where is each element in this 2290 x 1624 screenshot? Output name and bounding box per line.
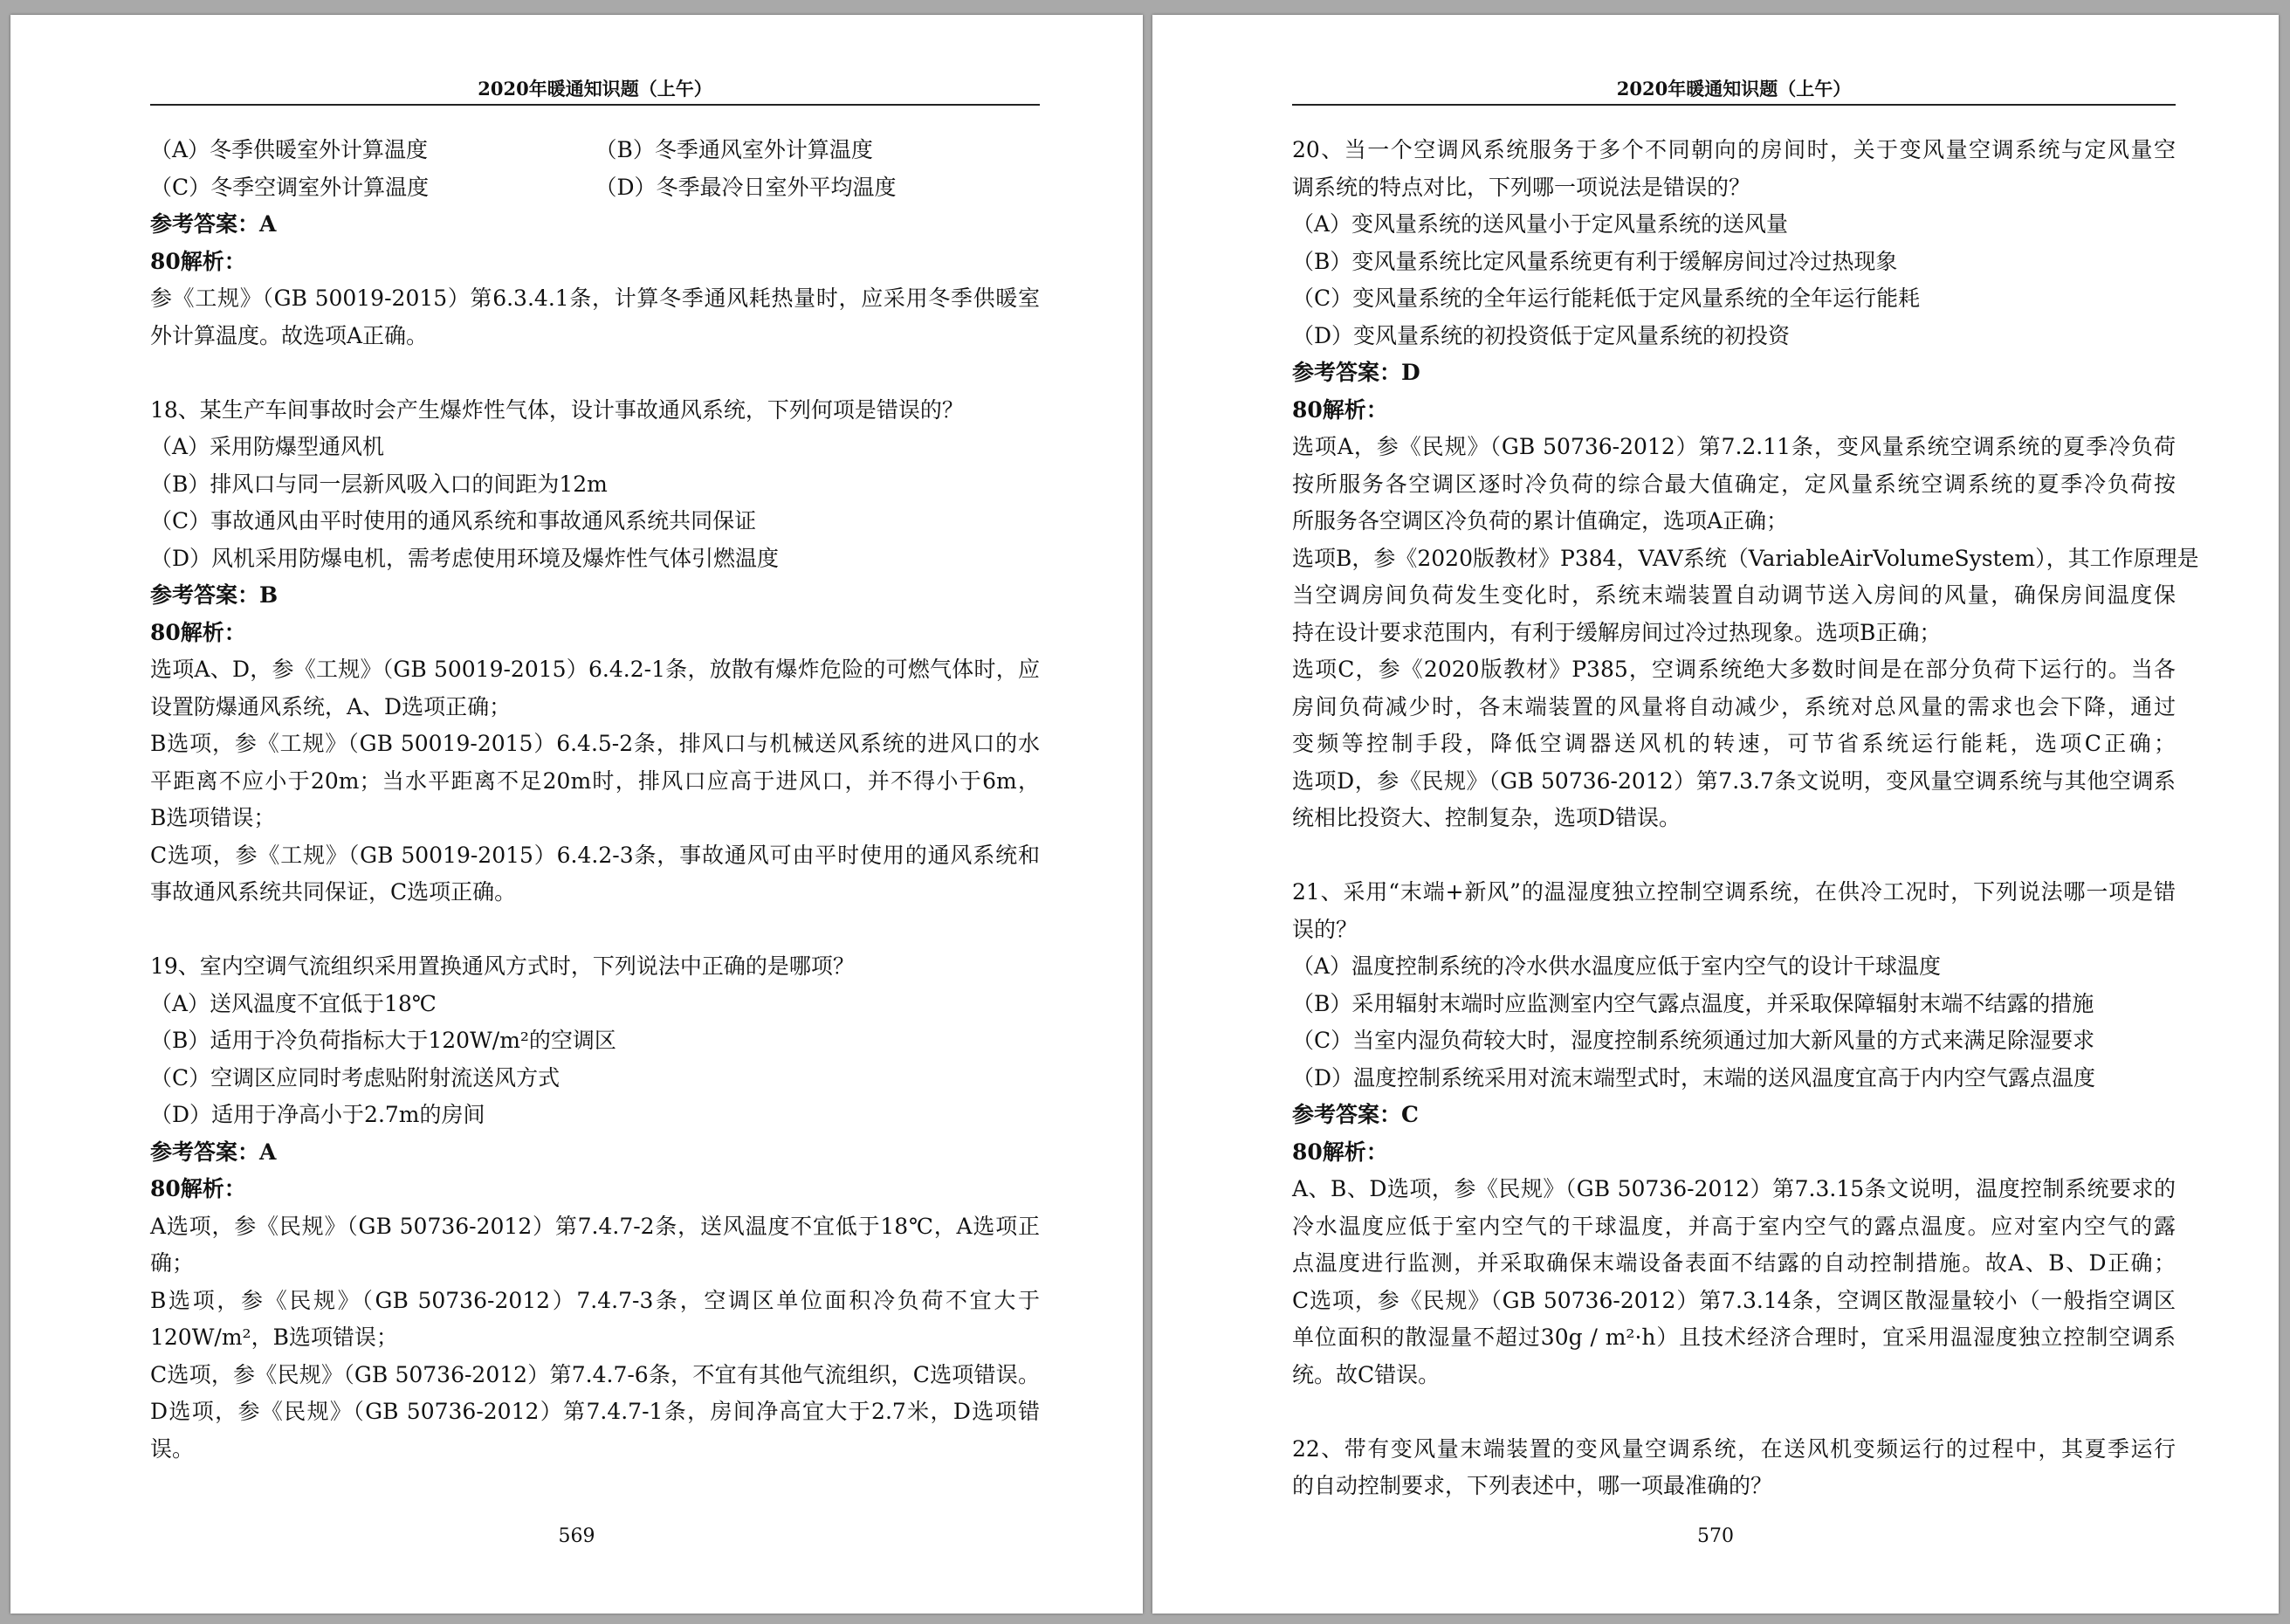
text-line: 20、当一个空调风系统服务于多个不同朝向的房间时，关于变风量空调系统与定风量空 — [1292, 137, 2176, 162]
text-line: 选项A、D，参《工规》（GB 50019-2015）6.4.2-1条，放散有爆炸危险的可燃气体时，应 — [150, 657, 1040, 682]
text-line: 19、室内空调气流组织采用置换通风方式时，下列说法中正确的是哪项？ — [150, 953, 855, 979]
page-number: 570 — [1697, 1525, 1734, 1547]
option-text: （B）冬季通风室外计算温度 — [595, 137, 873, 162]
text-line: （C）变风量系统的全年运行能耗低于定风量系统的全年运行能耗 — [1292, 286, 1921, 311]
paragraph-gap — [150, 354, 1040, 392]
text-line: （B）适用于冷负荷指标大于120W/m²的空调区 — [150, 1028, 616, 1053]
text-line: （A）变风量系统的送风量小于定风量系统的送风量 — [1292, 211, 1789, 237]
text-line: 房间负荷减少时，各末端装置的风量将自动减少，系统对总风量的需求也会下降，通过 — [1292, 693, 2176, 719]
text-line: 120W/m²，B选项错误； — [150, 1325, 398, 1350]
text-line: 的自动控制要求，下列表述中，哪一项最准确的？ — [1292, 1473, 1773, 1498]
option-text: （C）冬季空调室外计算温度 — [150, 174, 430, 200]
text-line: （C）当室内湿负荷较大时，湿度控制系统须通过加大新风量的方式来满足除湿要求 — [1292, 1028, 2095, 1053]
text-line: 冷水温度应低于室内空气的干球温度，并高于室内空气的露点温度。应对室内空气的露 — [1292, 1213, 2176, 1239]
text-line: 单位面积的散湿量不超过30g / m²·h）且技术经济合理时，宜采用温湿度独立控制空调系 — [1292, 1325, 2176, 1350]
text-line: A、B、D选项，参《民规》（GB 50736-2012）第7.3.15条文说明，温度控制系统要求的 — [1292, 1176, 2176, 1201]
text-line: C选项，参《民规》（GB 50736-2012）第7.3.14条，空调区散湿量较小（一般指空调区 — [1292, 1287, 2176, 1313]
document-page-right — [1152, 15, 2279, 1614]
text-line: 选项A，参《民规》（GB 50736-2012）第7.2.11条，变风量系统空调系统的夏季冷负荷 — [1292, 434, 2176, 459]
text-line: （C）事故通风由平时使用的通风系统和事故通风系统共同保证 — [150, 508, 757, 533]
page-number: 569 — [558, 1525, 595, 1547]
option-text: （A）冬季供暖室外计算温度 — [150, 137, 429, 162]
answer-label: 参考答案：B — [150, 582, 279, 608]
text-line: （B）变风量系统比定风量系统更有利于缓解房间过冷过热现象 — [1292, 248, 1898, 274]
text-line: （A）温度控制系统的冷水供水温度应低于室内空气的设计干球温度 — [1292, 953, 1942, 979]
paragraph-gap — [1292, 837, 2176, 875]
text-line: （A）采用防爆型通风机 — [150, 434, 385, 459]
text-line: C选项，参《工规》（GB 50019-2015）6.4.2-3条，事故通风可由平时使用的通风系统和 — [150, 842, 1040, 868]
answer-label: 80解析： — [1292, 396, 1388, 423]
text-line: 统相比投资大、控制复杂，选项D错误。 — [1292, 805, 1681, 830]
answer-label: 参考答案：A — [150, 1139, 277, 1165]
answer-label: 80解析： — [150, 248, 246, 274]
text-line: （B）排风口与同一层新风吸入口的间距为12m — [150, 471, 608, 497]
paragraph-gap — [1292, 1393, 2176, 1431]
text-line: （A）送风温度不宜低于18℃ — [150, 990, 437, 1016]
text-line: 设置防爆通风系统，A、D选项正确； — [150, 693, 512, 719]
text-line: A选项，参《民规》（GB 50736-2012）第7.4.7-2条，送风温度不宜低于18℃，A选项正 — [150, 1213, 1040, 1239]
text-line: 按所服务各空调区逐时冷负荷的综合最大值确定，定风量系统空调系统的夏季冷负荷按 — [1292, 471, 2176, 497]
answer-label: 参考答案：C — [1292, 1102, 1419, 1127]
paragraph-gap — [150, 912, 1040, 949]
answer-label: 参考答案：D — [1292, 360, 1420, 385]
text-line: 所服务各空调区冷负荷的累计值确定，选项A正确； — [1292, 508, 1789, 533]
text-line: D选项，参《民规》（GB 50736-2012）第7.4.7-1条，房间净高宜大于2.7米，D选项错 — [150, 1399, 1040, 1424]
text-line: 参《工规》（GB 50019-2015）第6.3.4.1条，计算冬季通风耗热量时，应采用冬季供暖室 — [150, 286, 1040, 311]
text-line: C选项，参《民规》（GB 50736-2012）第7.4.7-6条，不宜有其他气流组织，C选项错误。 — [150, 1361, 1040, 1387]
option-row — [150, 169, 1040, 207]
text-line: 变频等控制手段，降低空调器送风机的转速，可节省系统运行能耗，选项C正确； — [1292, 731, 2176, 756]
text-line: 选项B，参《2020版教材》P384，VAV系统（VariableAirVolumeSystem），其工作原理是 — [1292, 545, 2199, 571]
text-line: 选项D，参《民规》（GB 50736-2012）第7.3.7条文说明，变风量空调系统与其他空调系 — [1292, 767, 2176, 794]
option-text: （D）冬季最冷日室外平均温度 — [595, 174, 897, 200]
text-line: （B）采用辐射末端时应监测室内空气露点温度，并采取保障辐射末端不结露的措施 — [1292, 990, 2094, 1016]
text-line: 统。故C错误。 — [1292, 1361, 1441, 1387]
text-line: （D）适用于净高小于2.7m的房间 — [150, 1102, 485, 1127]
text-line: （D）温度控制系统采用对流末端型式时，末端的送风温度宜高于内内空气露点温度 — [1292, 1064, 2096, 1091]
text-line: 误。 — [150, 1435, 195, 1462]
answer-label: 80解析： — [150, 619, 246, 645]
answer-label: 参考答案：A — [150, 211, 277, 237]
page-header: 2020年暖通知识题（上午） — [1292, 74, 2176, 106]
text-line: （C）空调区应同时考虑贴附射流送风方式 — [150, 1064, 560, 1091]
text-line: 当空调房间负荷发生变化时，系统末端装置自动调节送入房间的风量，确保房间温度保 — [1292, 582, 2176, 608]
text-line: 误的？ — [1292, 916, 1358, 942]
text-line: 点温度进行监测，并采取确保末端设备表面不结露的自动控制措施。故A、B、D正确； — [1292, 1250, 2176, 1276]
text-line: B选项错误； — [150, 805, 276, 830]
answer-label: 80解析： — [1292, 1139, 1388, 1165]
text-line: 选项C，参《2020版教材》P385，空调系统绝大多数时间是在部分负荷下运行的。当各 — [1292, 657, 2176, 682]
answer-label: 80解析： — [150, 1176, 246, 1201]
page-header: 2020年暖通知识题（上午） — [150, 74, 1040, 106]
text-line: 事故通风系统共同保证，C选项正确。 — [150, 879, 517, 905]
text-line: （D）变风量系统的初投资低于定风量系统的初投资 — [1292, 322, 1791, 348]
text-line: 确； — [150, 1250, 195, 1276]
document-page-left — [10, 15, 1143, 1614]
text-line: 调系统的特点对比，下列哪一项说法是错误的？ — [1292, 174, 1751, 200]
text-block — [150, 206, 1040, 1468]
text-line: 持在设计要求范围内，有利于缓解房间过冷过热现象。选项B正确； — [1292, 619, 1942, 645]
page-body — [150, 132, 1040, 1468]
text-line: B选项，参《工规》（GB 50019-2015）6.4.5-2条，排风口与机械送风系统的进风口的水 — [150, 731, 1040, 756]
text-block — [1292, 132, 2199, 1505]
text-line: B选项，参《民规》（GB 50736-2012）7.4.7-3条，空调区单位面积冷负荷不宜大于 — [150, 1287, 1040, 1313]
text-line: 18、某生产车间事故时会产生爆炸性气体，设计事故通风系统，下列何项是错误的？ — [150, 396, 964, 423]
option-row — [150, 132, 1040, 169]
text-line: 22、带有变风量末端装置的变风量空调系统，在送风机变频运行的过程中，其夏季运行 — [1292, 1435, 2176, 1462]
page-body — [1292, 132, 2199, 1505]
text-line: 外计算温度。故选项A正确。 — [150, 322, 429, 348]
text-line: 平距离不应小于20m；当水平距离不足20m时，排风口应高于进风口，并不得小于6m， — [150, 767, 1040, 794]
text-line: 21、采用“末端+新风”的温湿度独立控制空调系统，在供冷工况时，下列说法哪一项是错 — [1292, 879, 2176, 905]
text-line: （D）风机采用防爆电机，需考虑使用环境及爆炸性气体引燃温度 — [150, 545, 780, 571]
